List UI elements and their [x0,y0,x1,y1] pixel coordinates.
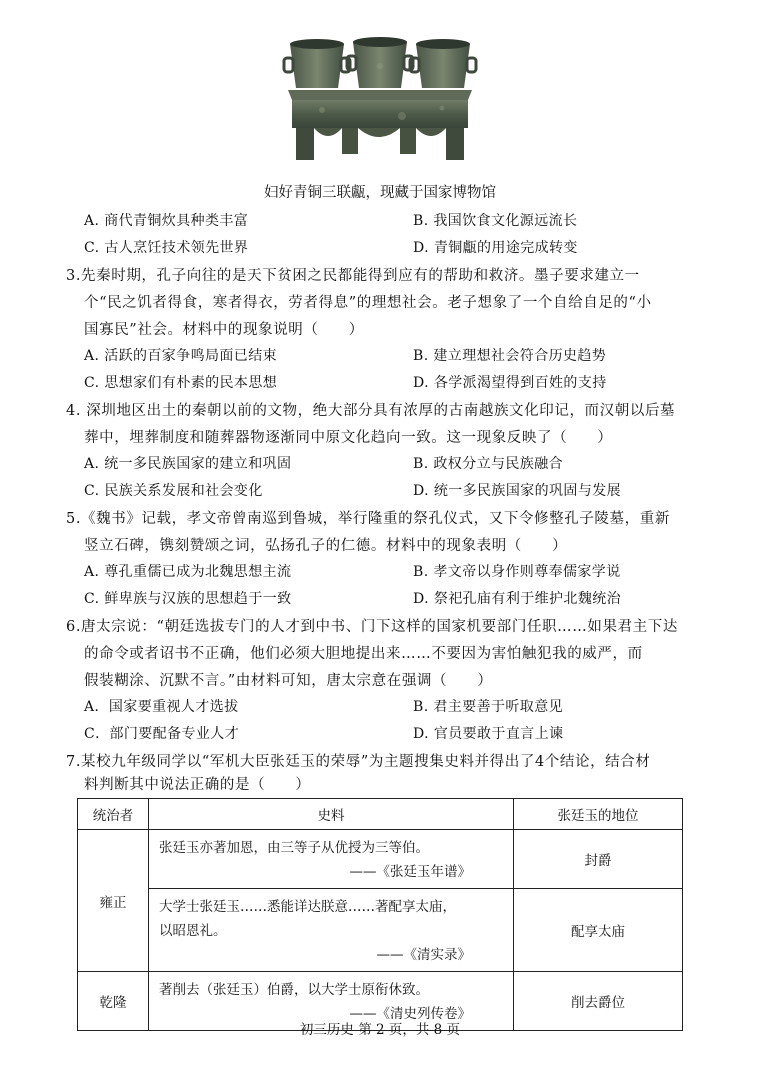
table-header-status: 张廷玉的地位 [514,799,683,830]
table-header-source: 史料 [149,799,514,830]
source-text: 大学士张廷玉……悉能详达朕意……著配享太庙， [159,899,456,915]
q3-option-c: C. 思想家们有朴素的民本思想 [84,375,278,391]
source-text-continued: 以昭恩礼。 [159,923,227,939]
q4-option-c: C. 民族关系发展和社会变化 [84,483,263,499]
q7-text-line-1: 7.某校九年级同学以“军机大臣张廷玉的荣辱”为主题搜集史料并得出了4个结论，结合材 [66,754,651,770]
q4-text-line-1: 4. 深圳地区出土的秦朝以前的文物，绝大部分具有浓厚的古南越族文化印记，而汉朝以后墓 [66,403,676,419]
figure-caption: 妇好青铜三联甗，现藏于国家博物馆 [264,185,496,201]
q5-text-line-1: 5.《魏书》记载，孝文帝曾南巡到鲁城，举行隆重的祭孔仪式，又下令修整孔子陵墓，重新 [66,511,670,527]
q5-option-a: A. 尊孔重儒已成为北魏思想主流 [84,564,292,580]
table-cell-ruler-yongzheng: 雍正 [78,830,149,972]
q6-option-c: C．部门要配备专业人才 [84,726,240,742]
table-row [78,889,683,972]
q3-text-line-3: 国寡民”社会。材料中的现象说明（ ） [84,322,364,338]
q2-option-c: C. 古人烹饪技术领先世界 [84,240,249,256]
q3-text-line-2: 个“民之饥者得食，寒者得衣，劳者得息”的理想社会。老子想象了一个自给自足的“小 [84,295,652,311]
q6-option-b: B. 君主要善于听取意见 [413,699,563,715]
q4-option-b: B. 政权分立与民族融合 [413,456,563,472]
page-footer: 初三历史 第 2 页，共 8 页 [299,1022,461,1038]
table-cell-status: 削去爵位 [514,972,683,1031]
table-header-row [78,799,683,830]
source-citation: ——《张廷玉年谱》 [349,864,471,880]
q3-text-line-1: 3.先秦时期，孔子向往的是天下贫困之民都能得到应有的帮助和救济。墨子要求建立一 [66,268,640,284]
q7-text-line-2: 料判断其中说法正确的是（ ） [84,777,311,793]
table-cell-source [149,830,514,889]
q5-option-c: C. 鲜卑族与汉族的思想趋于一致 [84,591,292,607]
q6-option-a: A．国家要重视人才选拔 [84,699,239,715]
q2-option-b: B. 我国饮食文化源远流长 [413,213,578,229]
table-cell-status: 封爵 [514,830,683,889]
source-text: 著削去（张廷玉）伯爵，以大学士原衔休致。 [159,982,429,998]
q4-text-line-2: 葬中，埋葬制度和随葬器物逐渐同中原文化趋向一致。这一现象反映了（ ） [84,430,613,446]
q5-option-d: D. 祭祀孔庙有利于维护北魏统治 [413,591,622,607]
q6-text-line-3: 假装糊涂、沉默不言。”由材料可知，唐太宗意在强调（ ） [84,673,493,689]
q3-option-d: D. 各学派渴望得到百姓的支持 [413,375,607,391]
q6-text-line-1: 6.唐太宗说：“朝廷选拔专门的人才到中书、门下这样的国家机要部门任职……如果君主下达 [66,619,678,635]
table-row [78,830,683,889]
q2-option-d: D. 青铜甗的用途完成转变 [413,240,578,256]
q6-option-d: D. 官员要敢于直言上谏 [413,726,564,742]
table-cell-status: 配享太庙 [514,889,683,972]
q5-text-line-2: 竖立石碑，镌刻赞颂之词，弘扬孔子的仁德。材料中的现象表明（ ） [84,538,568,554]
source-text: 张廷玉亦著加恩，由三等子从优授为三等伯。 [159,840,429,856]
q2-option-a: A. 商代青铜炊具种类丰富 [84,213,249,229]
table-cell-source [149,889,514,972]
table-cell-ruler-qianlong: 乾隆 [78,972,149,1031]
bronze-triple-steamer-image [282,36,478,162]
source-citation: ——《清实录》 [376,947,471,963]
table-header-ruler: 统治者 [78,799,149,830]
source-citation: ——《清史列传卷》 [349,1006,471,1022]
q5-option-b: B. 孝文帝以身作则尊奉儒家学说 [413,564,621,580]
q3-option-b: B. 建立理想社会符合历史趋势 [413,348,607,364]
q4-option-a: A. 统一多民族国家的建立和巩固 [84,456,292,472]
q6-text-line-2: 的命令或者诏书不正确，他们必须大胆地提出来……不要因为害怕触犯我的威严，而 [84,646,643,662]
q4-option-d: D. 统一多民族国家的巩固与发展 [413,483,622,499]
q3-option-a: A. 活跃的百家争鸣局面已结束 [84,348,278,364]
history-sources-table [77,798,683,1031]
